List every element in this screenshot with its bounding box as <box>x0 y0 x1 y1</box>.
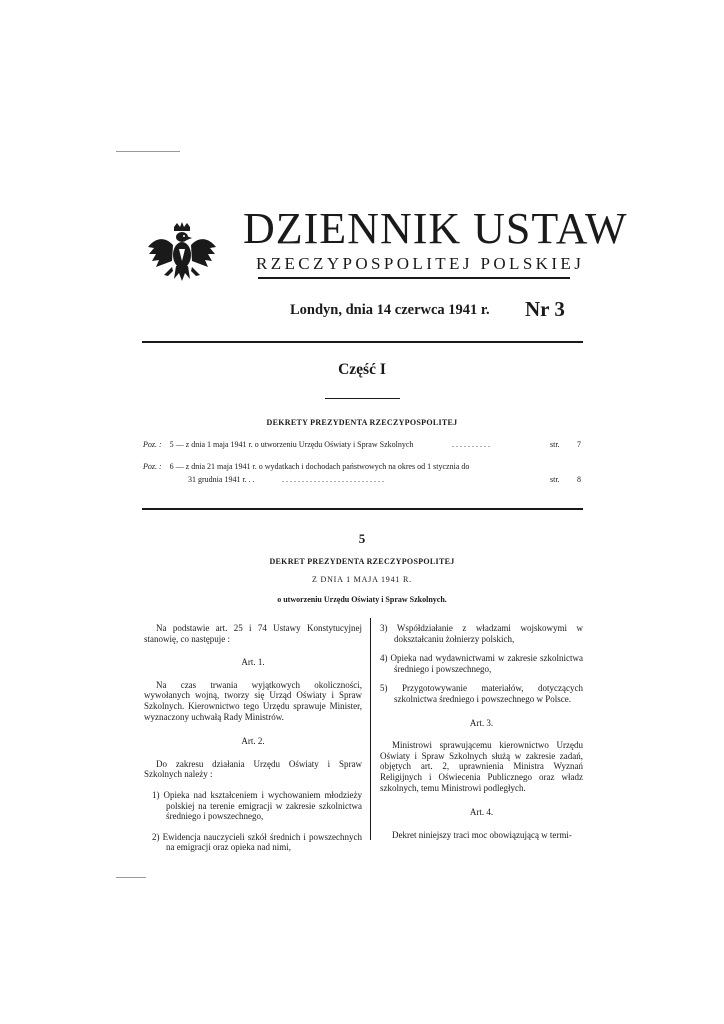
list-item: 5) Przygotowywanie materiałów, dotyczących szkolnictwa średniego i powszechnego w Polsce. <box>380 683 583 704</box>
toc-page-number: 7 <box>577 440 581 449</box>
toc-entry-text: 6 — z dnia 21 maja 1941 r. o wydatkach i dochodach państwowych na okres od 1 stycznia do <box>169 462 470 471</box>
scan-artifact-bottom <box>116 877 146 878</box>
body-left-column <box>144 623 362 853</box>
toc-page-label: str. <box>550 440 560 449</box>
toc-leader: . . . . . . . . . . <box>452 440 490 449</box>
list-item: 4) Opieka nad wydawnictwami w zakresie szkolnictwa średniego i powszechnego, <box>380 653 583 674</box>
gazette-subtitle: RZECZYPOSPOLITEJ POLSKIEJ <box>256 254 585 273</box>
header-divider <box>142 341 583 343</box>
decree-number: 5 <box>358 531 366 546</box>
masthead-rule <box>258 277 570 279</box>
toc-pos-label: Poz. : <box>143 462 162 471</box>
toc-entry <box>143 462 469 471</box>
column-divider <box>370 618 371 840</box>
article-text: Ministrowi sprawującemu kierownictwo Urzędu Oświaty i Spraw Szkolnych służą w zakresie zadań, objętych art. 2, uprawnienia Ministra Wyznań Religijnych i Oświecenia Publicznego oraz władz szkolnych, temu Ministrowi podległych. <box>380 740 583 793</box>
polish-eagle-emblem-icon <box>146 221 218 293</box>
toc-pos-label: Poz. : <box>143 440 162 449</box>
article-heading: Art. 2. <box>241 736 265 747</box>
place-and-date: Londyn, dnia 14 czerwca 1941 r. <box>290 302 490 318</box>
decree-date: Z DNIA 1 MAJA 1941 R. <box>312 575 412 584</box>
part-rule <box>325 398 400 399</box>
article-heading: Art. 4. <box>469 807 494 818</box>
scan-artifact-top <box>116 151 180 152</box>
toc-leader: . . . . . . . . . . . . . . . . . . . . . . . . . . <box>282 475 384 484</box>
article-heading: Art. 3. <box>469 717 494 728</box>
toc-entry-continued: 31 grudnia 1941 r. . . <box>188 475 255 484</box>
list-item: 3) Współdziałanie z władzami wojskowymi w dokształcaniu żołnierzy polskich, <box>380 623 583 644</box>
list-item: 1) Opieka nad kształceniem i wychowaniem młodzieży polskiej na terenie emigracji w zakresie szkolnictwa średniego i powszechnego, <box>152 789 362 822</box>
decree-title: DEKRET PREZYDENTA RZECZYPOSPOLITEJ <box>269 557 455 566</box>
toc-entry <box>143 440 413 449</box>
article-text: Do zakresu działania Urzędu Oświaty i Spraw Szkolnych należy : <box>144 758 362 780</box>
gazette-title: DZIENNIK USTAW <box>243 204 628 253</box>
part-heading: Część I <box>338 361 386 378</box>
body-right-column <box>380 623 583 840</box>
list-item: 2) Ewidencja nauczycieli szkół średnich i powszechnych na emigracji oraz opieka nad nimi, <box>152 831 362 853</box>
toc-divider <box>142 508 583 510</box>
article-text: Dekret niniejszy traci moc obowiązującą w termi- <box>392 829 572 840</box>
toc-page-number: 8 <box>577 475 581 484</box>
decree-subject: o utworzeniu Urzędu Oświaty i Spraw Szkolnych. <box>277 595 447 604</box>
toc-heading: DEKRETY PREZYDENTA RZECZYPOSPOLITEJ <box>266 418 458 427</box>
preamble: Na podstawie art. 25 i 74 Ustawy Konstytucyjnej stanowię, co następuje : <box>144 623 362 644</box>
toc-page-label: str. <box>550 475 560 484</box>
issue-number: Nr 3 <box>525 297 565 321</box>
article-text: Na czas trwania wyjątkowych okoliczności, wywołanych wojną, tworzy się Urząd Oświaty i Spraw Szkolnych. Kierownictwo tego Urzędu sprawuje Minister, wyznaczony uchwałą Rady Ministrów. <box>144 679 362 722</box>
article-heading: Art. 1. <box>241 657 265 668</box>
toc-entry-text: 5 — z dnia 1 maja 1941 r. o utworzeniu Urzędu Oświaty i Spraw Szkolnych <box>169 440 414 449</box>
